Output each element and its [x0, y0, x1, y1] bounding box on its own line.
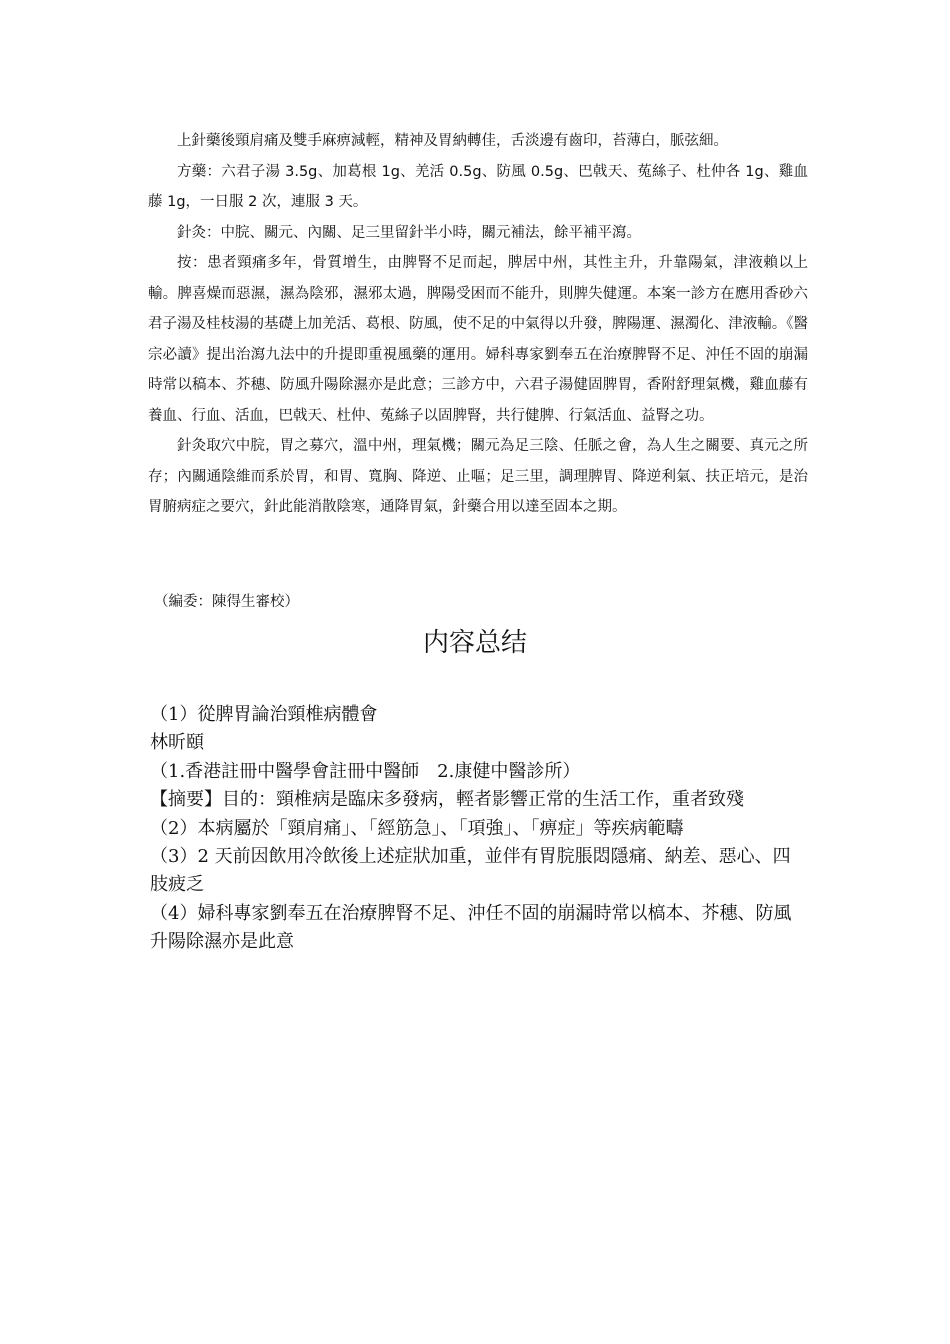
acupuncture-paragraph: 針灸：中脘、關元、內關、足三里留針半小時，關元補法，餘平補平瀉。 — [177, 224, 641, 241]
summary-line-2: （2）本病屬於「頸肩痛」、「經筋急」、「項強」、「痹症」等疾病範疇 — [150, 817, 684, 839]
summary-section — [150, 701, 800, 957]
post-treatment-paragraph: 上針藥後頸肩痛及雙手麻痹減輕，精神及胃納轉佳，舌淡邊有齒印，苔薄白，脈弦細。 — [177, 133, 728, 149]
case-report-body — [148, 126, 808, 523]
summary-line-4: （4）婦科專家劉奉五在治療脾腎不足、沖任不固的崩漏時常以槁本、芥穗、防風升陽除濕亦是此意 — [150, 902, 792, 953]
summary-line-affiliation: （1.香港註冊中醫學會註冊中醫師 2.康健中醫診所） — [150, 760, 581, 782]
summary-line-3: （3）2 天前因飲用冷飲後上述症狀加重，並伴有胃脘脹悶隱痛、納差、惡心、四肢疲乏 — [150, 846, 791, 896]
acupoint-paragraph: 針灸取穴中脘，胃之募穴，溫中州，理氣機；關元為足三陰、任脈之會，為人生之關要、真元之所存；內關通陰維而系於胃，和胃、寬胸、降逆、止嘔；足三里，調理脾胃、降逆利氣、扶正培元，是治胃腑病症之要穴，針此能消散陰寒，通降胃氣，針藥合用以達至固本之期。 — [148, 438, 808, 515]
summary-line-abstract: 【摘要】目的：頸椎病是臨床多發病，輕者影響正常的生活工作，重者致殘 — [150, 789, 744, 811]
summary-line-title: （1）從脾胃論治頸椎病體會 — [150, 704, 378, 725]
commentary-paragraph: 按：患者頸痛多年，骨質增生，由脾腎不足而起，脾居中州，其性主升，升靠陽氣，津液賴以上輸。脾喜燥而惡濕，濕為陰邪，濕邪太過，脾陽受困而不能升，則脾失健運。本案一診方在應用香砂六君子湯及桂枝湯的基礎上加羌活、葛根、防風，使不足的中氣得以升發，脾陽運、濕濁化、津液輸。《醫宗必讀》提出治瀉九法中的升提即重視風藥的運用。婦科專家劉奉五在治療脾腎不足、沖任不固的崩漏時常以稿本、芥穗、防風升陽除濕亦是此意；三診方中，六君子湯健固脾胃，香附舒理氣機，雞血藤有養血、行血、活血，巴戟天、杜仲、菟絲子以固脾腎，共行健脾、行氣活血、益腎之功。 — [148, 255, 808, 424]
summary-line-author: 林昕頤 — [150, 732, 204, 754]
summary-title: 内容总结 — [422, 628, 527, 658]
prescription-paragraph: 方藥：六君子湯 3.5g、加葛根 1g、羌活 0.5g、防風 0.5g、巴戟天、菟絲子、杜仲各 1g、雞血藤 1g，一日服 2 次，連服 3 天。 — [148, 163, 808, 210]
editor-note: （編委：陳得生審校） — [154, 594, 299, 610]
